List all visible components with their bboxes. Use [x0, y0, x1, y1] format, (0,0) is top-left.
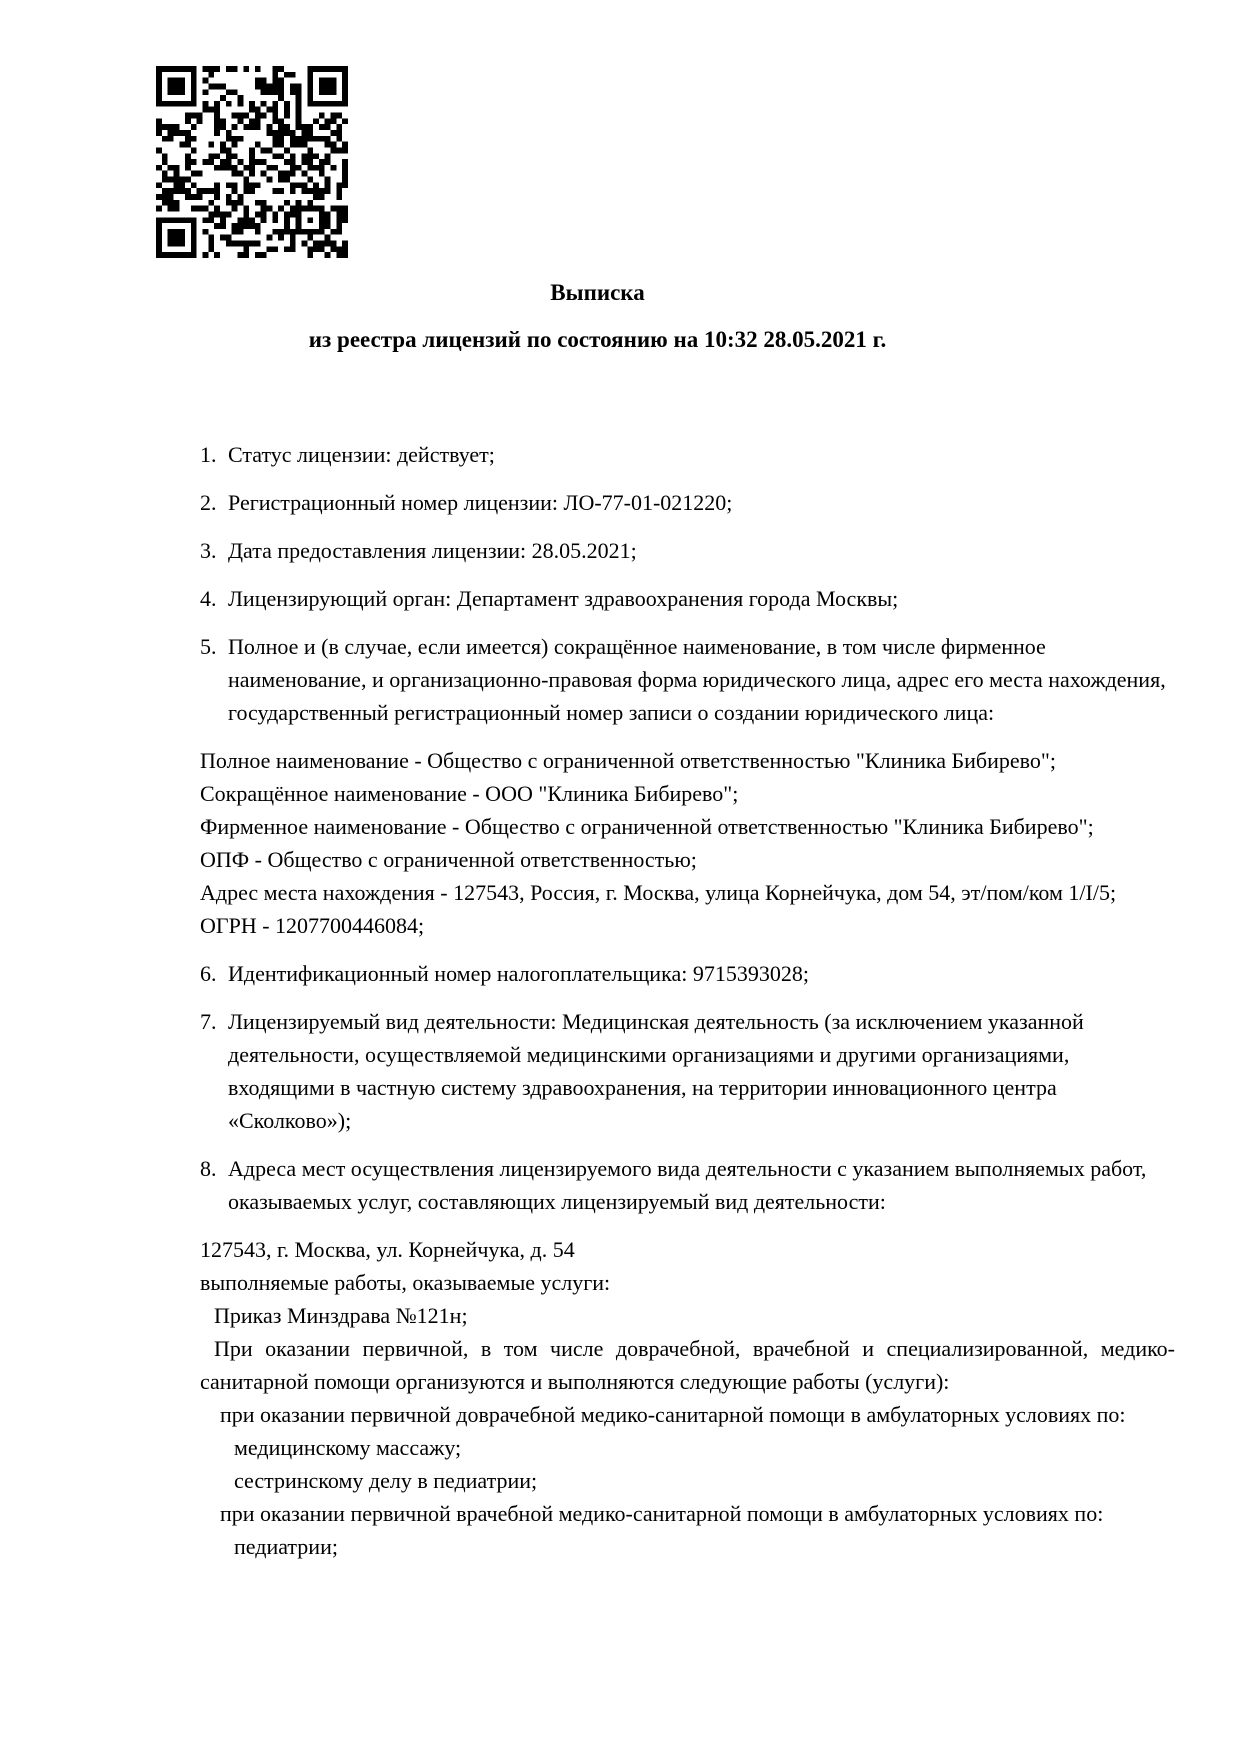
works-intro: выполняемые работы, оказываемые услуги: [200, 1270, 611, 1295]
list-item-activity-type [200, 1005, 1175, 1137]
item-text: Лицензирующий орган: Департамент здравоохранения города Москвы; [228, 586, 899, 611]
item-number: 1. [200, 442, 217, 467]
organization-details [200, 744, 1175, 942]
item-text: Адреса мест осуществления лицензируемого вида деятельности с указанием выполняемых работ, оказываемых услуг, составляющих лицензируемый вид деятельности: [228, 1156, 1147, 1214]
item-text: Дата предоставления лицензии: 28.05.2021; [228, 538, 637, 563]
org-legal-form: ОПФ - Общество с ограниченной ответственностью; [200, 847, 697, 872]
list-item-entity-names [200, 630, 1175, 729]
site-address: 127543, г. Москва, ул. Корнейчука, д. 54 [200, 1237, 575, 1262]
org-address: Адрес места нахождения - 127543, Россия, г. Москва, улица Корнейчука, дом 54, эт/пом/ком 1/I/5; [200, 880, 1117, 905]
document-heading [200, 276, 995, 356]
ministry-order: Приказ Минздрава №121н; [214, 1303, 468, 1328]
item-number: 5. [200, 634, 217, 659]
service-item-pediatrics: педиатрии; [234, 1534, 338, 1559]
item-number: 2. [200, 490, 217, 515]
item-number: 8. [200, 1156, 217, 1181]
item-text: Статус лицензии: действует; [228, 442, 495, 467]
item-text: Полное и (в случае, если имеется) сокращённое наименование, в том числе фирменное наименование, и организационно-правовая форма юридического лица, адрес его места нахождения, государственный регистрационный номер записи о создании юридического лица: [228, 634, 1166, 725]
org-ogrn: ОГРН - 1207700446084; [200, 913, 425, 938]
org-short-name: Сокращённое наименование - ООО "Клиника Бибирево"; [200, 781, 739, 806]
list-item-inn [200, 957, 1175, 990]
activity-address-block [200, 1233, 1175, 1563]
org-brand-name: Фирменное наименование - Общество с ограниченной ответственностью "Клиника Бибирево"; [200, 814, 1094, 839]
medical-heading: при оказании первичной врачебной медико-санитарной помощи в амбулаторных условиях по: [220, 1501, 1104, 1526]
primary-care-intro: При оказании первичной, в том числе доврачебной, врачебной и специализированной, медико-санитарной помощи организуются и выполняются следующие работы (услуги): [200, 1336, 1175, 1394]
item-number: 3. [200, 538, 217, 563]
pre-medical-heading: при оказании первичной доврачебной медико-санитарной помощи в амбулаторных условиях по: [220, 1402, 1126, 1427]
item-text: Регистрационный номер лицензии: ЛО-77-01-021220; [228, 490, 733, 515]
item-number: 6. [200, 961, 217, 986]
service-item-pediatric-nursing: сестринскому делу в педиатрии; [234, 1468, 538, 1493]
item-number: 4. [200, 586, 217, 611]
qr-code [156, 66, 348, 258]
list-item-activity-addresses [200, 1152, 1175, 1218]
item-text: Идентификационный номер налогоплательщика: 9715393028; [228, 961, 809, 986]
service-item-massage: медицинскому массажу; [234, 1435, 462, 1460]
document-subtitle: из реестра лицензий по состоянию на 10:32 28.05.2021 г. [308, 327, 887, 352]
item-text: Лицензируемый вид деятельности: Медицинская деятельность (за исключением указанной деятельности, осуществляемой медицинскими организациями и другими организациями, входящими в частную систему здравоохранения, на территории инновационного центра «Сколково»); [228, 1009, 1084, 1133]
item-number: 7. [200, 1009, 217, 1034]
org-full-name: Полное наименование - Общество с ограниченной ответственностью "Клиника Бибирево"; [200, 748, 1056, 773]
document-body [200, 438, 1175, 1563]
list-item-grant-date [200, 534, 1175, 567]
document-title: Выписка [550, 280, 645, 305]
list-item-status [200, 438, 1175, 471]
list-item-authority [200, 582, 1175, 615]
list-item-reg-number [200, 486, 1175, 519]
